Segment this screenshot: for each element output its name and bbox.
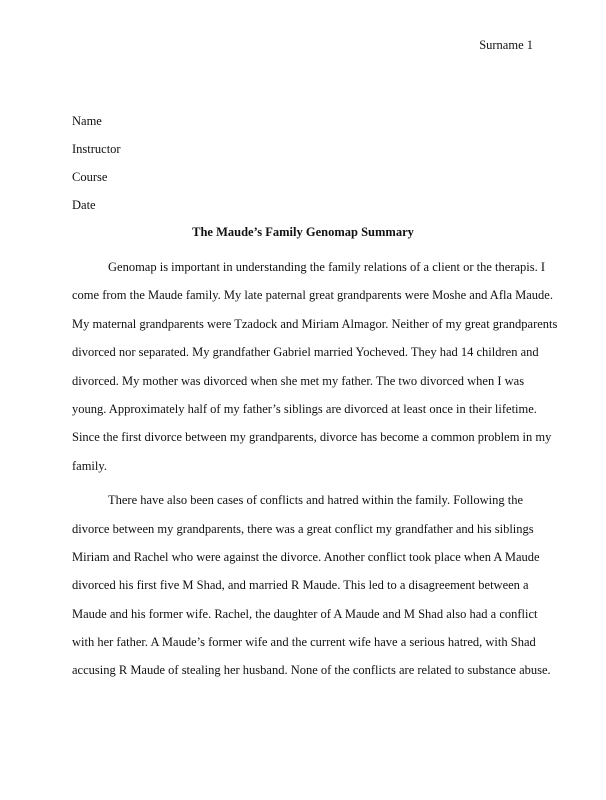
paragraph-line: divorced nor separated. My grandfather Gabriel married Yocheved. They had 14 children and: [72, 345, 539, 360]
paragraph-1: [72, 253, 558, 480]
paragraph-line: divorced his first five M Shad, and married R Maude. This led to a disagreement between a: [72, 578, 529, 593]
paragraph-line: There have also been cases of conflicts and hatred within the family. Following the: [108, 493, 524, 508]
paragraph-line: accusing R Maude of stealing her husband. None of the conflicts are related to substance abuse.: [72, 663, 551, 678]
document-title: The Maude’s Family Genomap Summary: [192, 225, 414, 239]
heading-course: Course: [72, 170, 108, 184]
paragraph-line: divorced. My mother was divorced when she met my father. The two divorced when I was: [72, 373, 525, 388]
heading-date: Date: [72, 198, 96, 212]
heading-instructor: Instructor: [72, 142, 121, 156]
paragraph-line: young. Approximately half of my father’s siblings are divorced at least once in their lifetime.: [72, 401, 537, 416]
paragraph-line: Miriam and Rachel who were against the divorce. Another conflict took place when A Maude: [72, 549, 540, 564]
heading-name: Name: [72, 114, 102, 128]
paragraph-2: [72, 486, 551, 685]
paragraph-line: come from the Maude family. My late paternal great grandparents were Moshe and Afla Maude.: [72, 288, 553, 303]
heading-block: [72, 107, 532, 219]
paragraph-line: divorce between my grandparents, there was a great conflict my grandfather and his siblings: [72, 521, 534, 536]
body-text: [72, 253, 558, 685]
paragraph-line: family.: [72, 458, 107, 473]
paragraph-line: Since the first divorce between my grandparents, divorce has become a common problem in my: [72, 430, 552, 445]
paragraph-line: Maude and his former wife. Rachel, the daughter of A Maude and M Shad also had a conflict: [72, 606, 538, 621]
paragraph-line: My maternal grandparents were Tzadock and Miriam Almagor. Neither of my great grandparents: [72, 316, 558, 331]
running-head: Surname 1: [479, 38, 533, 52]
paragraph-line: with her father. A Maude’s former wife and the current wife have a serious hatred, with Shad: [72, 635, 536, 650]
paragraph-line: Genomap is important in understanding the family relations of a client or the therapis. I: [108, 260, 546, 274]
